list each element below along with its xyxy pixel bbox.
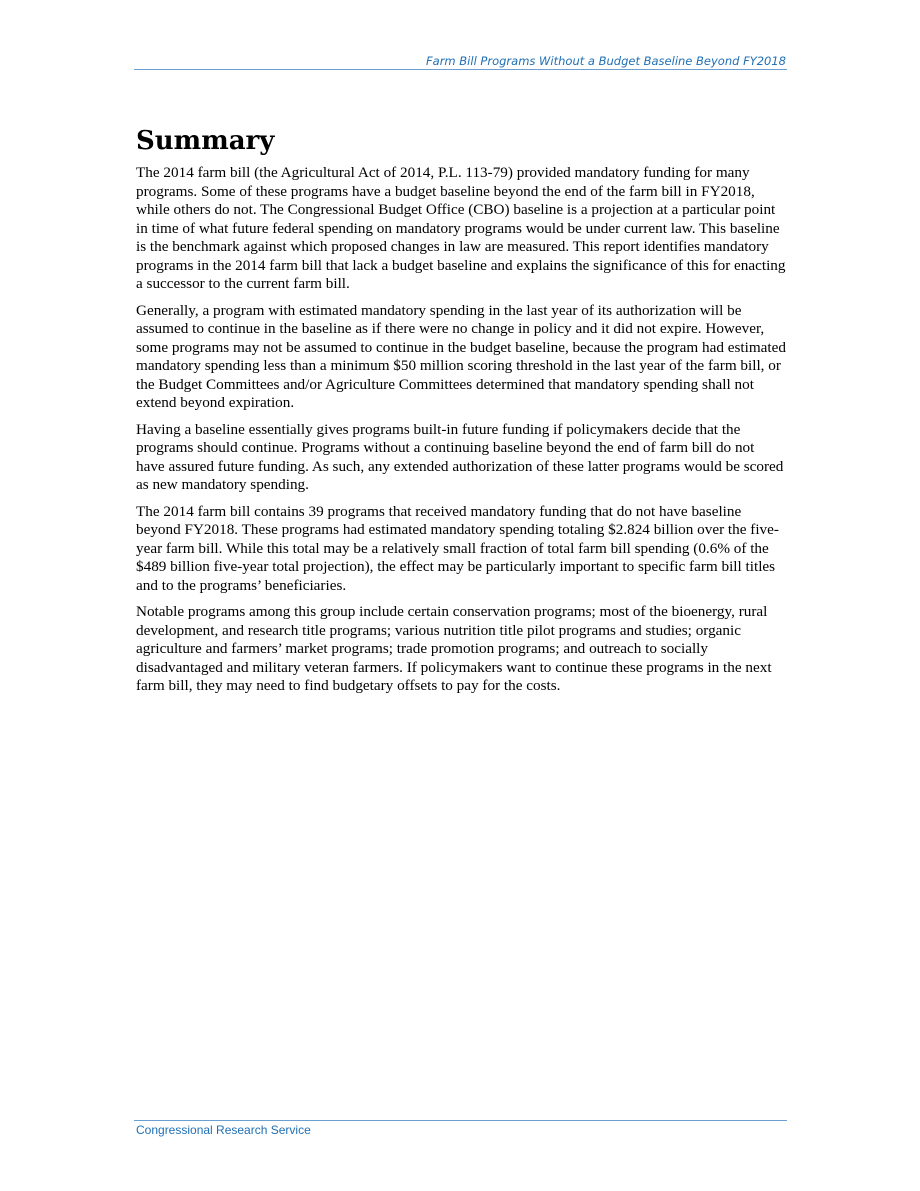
summary-paragraph-1: The 2014 farm bill (the Agricultural Act of 2014, P.L. 113-79) provided mandatory funding for many programs. Some of these programs have a budget baseline beyond the end of the farm bill in FY2018, while others do not. The Congressional Budget Office (CBO) baseline is a projection at a particular point in time of what future federal spending on mandatory programs would be under current law. This baseline is the benchmark against which proposed changes in law are measured. This report identifies mandatory programs in the 2014 farm bill that lack a budget baseline and explains the significance of this for enacting a successor to the current farm bill. bbox=[136, 164, 786, 292]
footer-publisher: Congressional Research Service bbox=[136, 1123, 311, 1137]
main-content bbox=[136, 126, 786, 704]
running-header-title: Farm Bill Programs Without a Budget Baseline Beyond FY2018 bbox=[426, 54, 786, 68]
summary-paragraph-4: The 2014 farm bill contains 39 programs that received mandatory funding that do not have baseline beyond FY2018. These programs had estimated mandatory spending totaling $2.824 billion over the five-year farm bill. While this total may be a relatively small fraction of total farm bill spending (0.6% of the $489 billion five-year total projection), the effect may be particularly important to specific farm bill titles and to the programs’ beneficiaries. bbox=[136, 502, 779, 594]
summary-paragraph-3: Having a baseline essentially gives programs built-in future funding if policymakers decide that the programs should continue. Programs without a continuing baseline beyond the end of farm bill do not have assured future funding. As such, any extended authorization of these latter programs would be scored as new mandatory spending. bbox=[136, 420, 784, 493]
summary-paragraph-5: Notable programs among this group include certain conservation programs; most of the bioenergy, rural development, and research title programs; various nutrition title pilot programs and studies; organic agriculture and farmers’ market programs; trade promotion programs; and outreach to socially disadvantaged and military veteran farmers. If policymakers want to continue these programs in the next farm bill, they may need to find budgetary offsets to pay for the costs. bbox=[136, 603, 772, 694]
summary-paragraph-2: Generally, a program with estimated mandatory spending in the last year of its authorization will be assumed to continue in the baseline as if there were no change in policy and it did not expire. However, some programs may not be assumed to continue in the budget baseline, because the program had estimated mandatory spending less than a minimum $50 million scoring threshold in the last year of the farm bill, or the Budget Committees and/or Agriculture Committees determined that mandatory spending shall not extend beyond expiration. bbox=[136, 301, 786, 411]
footer-divider bbox=[134, 1120, 787, 1121]
header-divider bbox=[134, 69, 787, 70]
summary-heading: Summary bbox=[136, 126, 275, 156]
